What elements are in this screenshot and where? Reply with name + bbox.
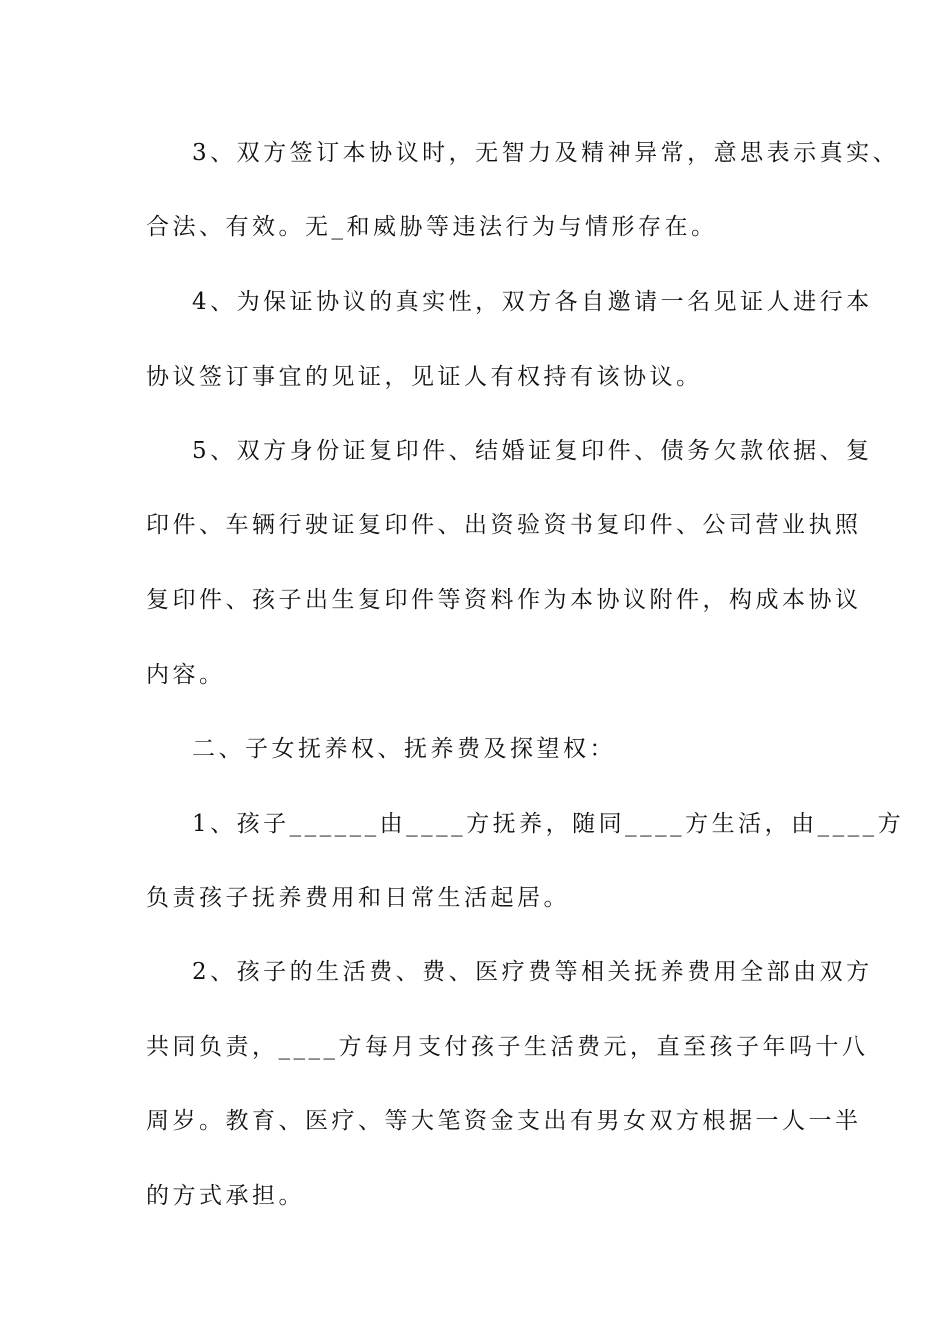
paragraph-line: 周岁。教育、医疗、等大笔资金支出有男女双方根据一人一半 bbox=[146, 1108, 862, 1134]
paragraph-line: 复印件、孩子出生复印件等资料作为本协议附件，构成本协议 bbox=[146, 587, 862, 613]
paragraph-line: 2、孩子的生活费、费、医疗费等相关抚养费用全部由双方 bbox=[192, 959, 873, 985]
paragraph-line: 内容。 bbox=[146, 662, 226, 688]
paragraph-line: 1、孩子______由____方抚养，随同____方生活，由____方 bbox=[192, 811, 905, 837]
paragraph-line: 4、为保证协议的真实性，双方各自邀请一名见证人进行本 bbox=[192, 289, 873, 315]
paragraph-line: 印件、车辆行驶证复印件、出资验资书复印件、公司营业执照 bbox=[146, 512, 862, 538]
paragraph-line: 协议签订事宜的见证，见证人有权持有该协议。 bbox=[146, 364, 703, 390]
section-heading: 二、子女抚养权、抚养费及探望权： bbox=[192, 736, 616, 762]
paragraph-line: 合法、有效。无_和威胁等违法行为与情形存在。 bbox=[146, 214, 718, 240]
paragraph-line: 的方式承担。 bbox=[146, 1183, 305, 1209]
paragraph-line: 负责孩子抚养费用和日常生活起居。 bbox=[146, 885, 570, 911]
paragraph-line: 共同负责，____方每月支付孩子生活费元，直至孩子年吗十八 bbox=[146, 1034, 869, 1060]
paragraph-line: 3、双方签订本协议时，无智力及精神异常，意思表示真实、 bbox=[192, 140, 900, 166]
paragraph-line: 5、双方身份证复印件、结婚证复印件、债务欠款依据、复 bbox=[192, 438, 873, 464]
